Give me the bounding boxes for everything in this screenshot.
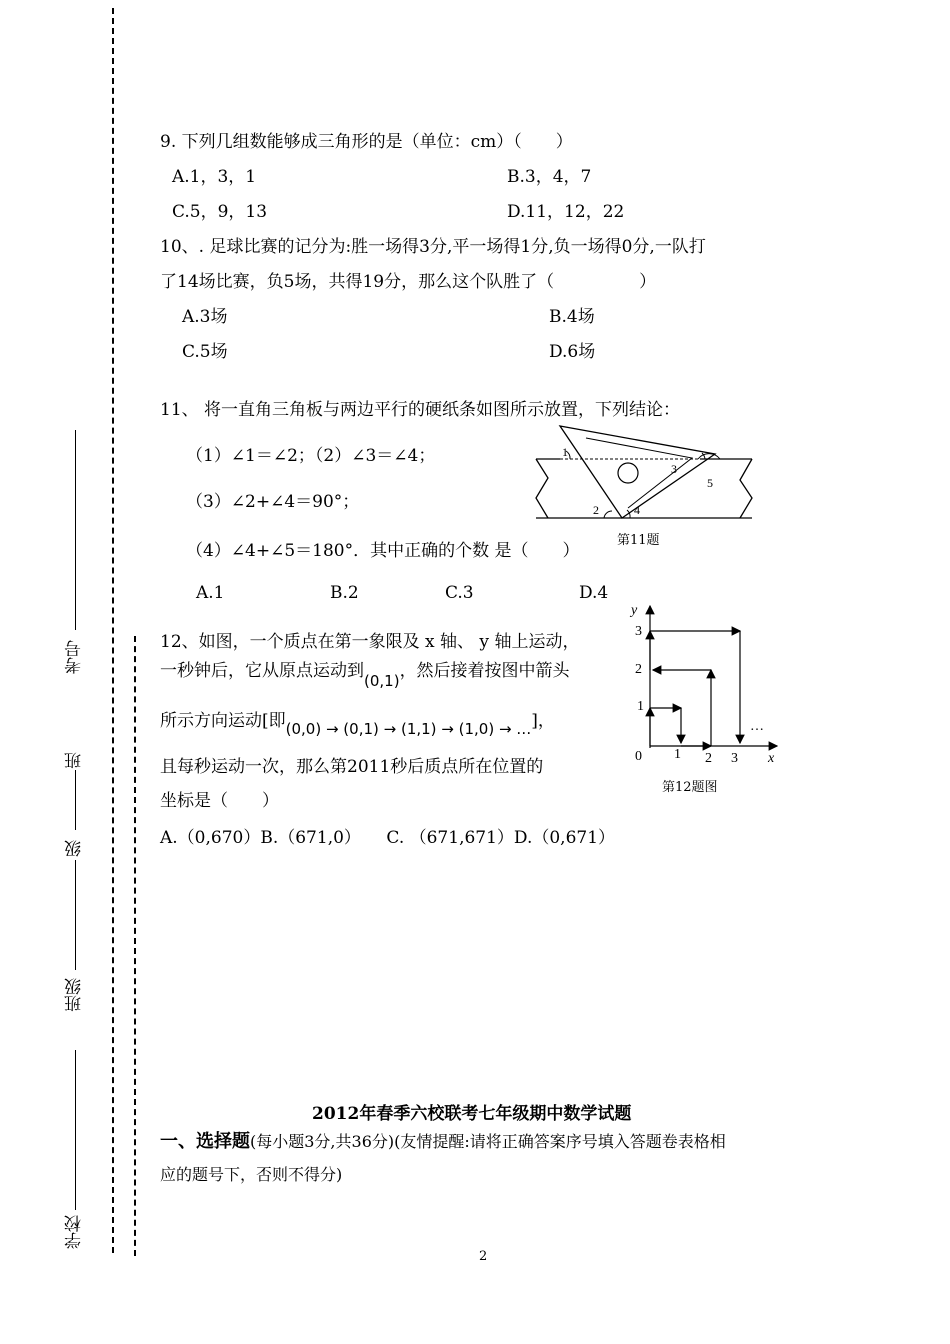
section-heading	[160, 1127, 726, 1153]
q12-line5: 坐标是（ ）	[160, 791, 279, 811]
school-label: 学校	[65, 1215, 85, 1249]
q12-x-tick-3: 3	[731, 751, 738, 766]
q9-option-b: B.3，4，7	[507, 167, 592, 187]
q11-angle-label-5: 5	[707, 476, 713, 490]
q11-option-a: A.1	[196, 583, 225, 603]
class-underline	[75, 770, 76, 830]
q12-axis-y-label: y	[631, 603, 638, 618]
q11-angle-label-3: 3	[671, 462, 677, 476]
q10-option-b: B.4场	[549, 307, 595, 327]
q10-stem-line1: 10、. 足球比赛的记分为:胜一场得3分,平一场得1分,负一场得0分,一队打	[160, 237, 706, 257]
q9-option-c: C.5，9，13	[172, 202, 268, 222]
q11-conclusion-1-2: （1）∠1＝∠2；（2）∠3＝∠4；	[186, 446, 436, 466]
q11-angle-label-2: 2	[593, 503, 599, 517]
q12-figure-caption: 第12题图	[662, 780, 718, 795]
q11-conclusion-4: （4）∠4+∠5＝180°．其中正确的个数 是（ ）	[186, 541, 580, 561]
q12-x-tick-2: 2	[705, 751, 712, 766]
q12-line2-end: ，然后接着按图中箭头	[399, 661, 570, 681]
q12-x-tick-1: 1	[674, 747, 681, 762]
q10-option-c: C.5场	[182, 342, 228, 362]
q11-angle-label-4: 4	[634, 503, 640, 517]
exam-no-label: 考号	[65, 640, 85, 674]
q10-option-a: A.3场	[182, 307, 228, 327]
section-note-line2: 应的题号下，否则不得分)	[160, 1165, 343, 1184]
answer-sheet-title: 2012年春季六校联考七年级期中数学试题	[312, 1104, 632, 1124]
q11-angle-label-1: 1	[562, 445, 568, 459]
binding-dashed-line-inner	[134, 636, 136, 1256]
class-label-ban: 班	[65, 752, 85, 769]
q9-option-a: A.1，3，1	[172, 167, 257, 187]
q11-figure	[530, 418, 760, 528]
section-label: 一、选择题	[160, 1131, 250, 1152]
q12-line3-end: ]，	[531, 711, 555, 731]
q11-option-b: B.2	[330, 583, 359, 603]
q12-y-tick-2: 2	[635, 662, 642, 677]
class-label-full: 班级	[65, 978, 85, 1012]
q11-figure-caption: 第11题	[617, 533, 660, 548]
grade-underline	[75, 860, 76, 970]
q12-origin-label: 0	[635, 749, 642, 764]
school-underline	[75, 1050, 76, 1210]
q9-stem: 9. 下列几组数能够成三角形的是（单位：cm）（ ）	[160, 132, 573, 152]
q12-line4: 且每秒运动一次，那么第2011秒后质点所在位置的	[160, 757, 544, 777]
q12-options: A.（0,670）B.（671,0） C. （671,671）D.（0,671）	[160, 828, 616, 848]
q10-option-d: D.6场	[549, 342, 596, 362]
q12-line2	[160, 656, 570, 690]
section-note: (每小题3分,共36分)(友情提醒:请将正确答案序号填入答题卷表格相	[250, 1132, 726, 1151]
q9-option-d: D.11，12，22	[507, 202, 625, 222]
q11-option-d: D.4	[579, 583, 609, 603]
q10-stem-line2: 了14场比赛，负5场，共得19分，那么这个队胜了（ ）	[160, 272, 657, 292]
binding-dashed-line	[112, 8, 114, 1253]
q12-ellipsis: …	[750, 719, 764, 734]
q12-figure	[625, 598, 790, 770]
q12-y-tick-1: 1	[637, 699, 644, 714]
q12-line1: 12、如图，一个质点在第一象限及 x 轴、 y 轴上运动，	[160, 632, 580, 652]
q11-stem: 11、 将一直角三角板与两边平行的硬纸条如图所示放置，下列结论：	[160, 400, 681, 420]
q12-line3-text: 所示方向运动[即	[160, 711, 286, 731]
q11-option-c: C.3	[445, 583, 474, 603]
q12-line3	[160, 706, 555, 738]
q12-line2-math: (0,1)	[364, 672, 400, 690]
class-label-ji: 级	[65, 840, 85, 857]
q12-line2-text: 一秒钟后，它从原点运动到	[160, 661, 364, 681]
page-number: 2	[479, 1249, 488, 1264]
exam-no-underline	[75, 430, 76, 630]
q12-axis-x-label: x	[768, 751, 775, 766]
q12-y-tick-3: 3	[635, 624, 642, 639]
q11-conclusion-3: （3）∠2+∠4＝90°；	[186, 492, 360, 512]
q12-line3-math: (0,0) → (0,1) → (1,1) → (1,0) → …	[285, 720, 532, 738]
